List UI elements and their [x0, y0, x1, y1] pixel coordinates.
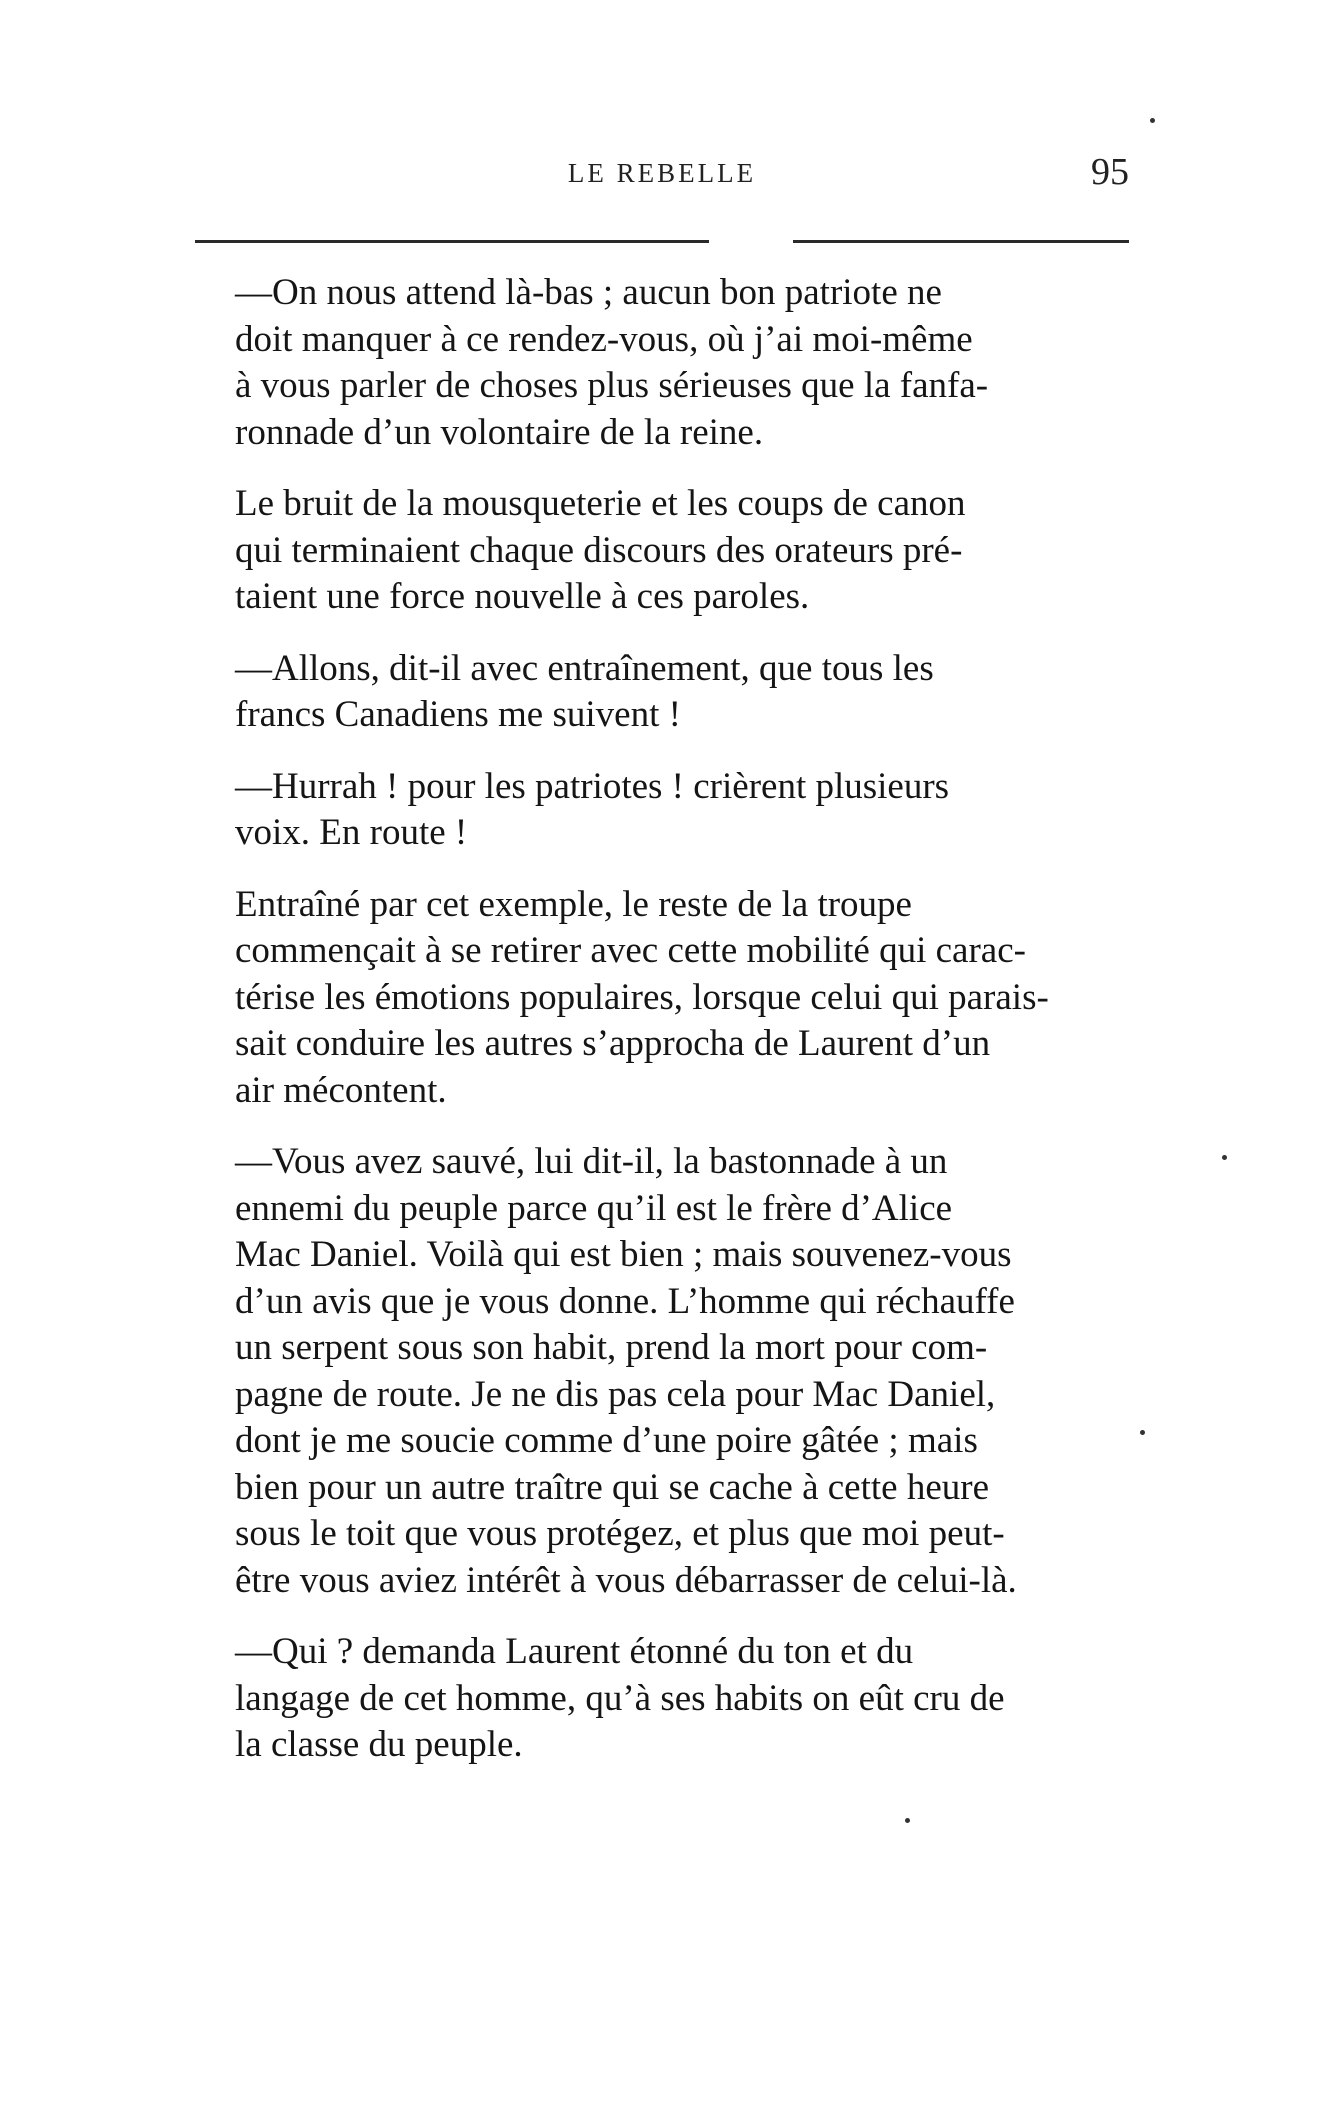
running-title: LE REBELLE: [567, 158, 757, 188]
paragraph-1: [195, 270, 1129, 456]
text-line: sous le toit que vous protégez, et plus que moi peut-: [235, 1513, 1005, 1554]
text-line: doit manquer à ce rendez-vous, où j’ai moi-même: [235, 318, 973, 360]
text-line: être vous aviez intérêt à vous débarrasser de celui-là.: [235, 1559, 1017, 1601]
print-speck: [1140, 1430, 1145, 1435]
text-line: —Allons, dit-il avec entraînement, que tous les: [235, 647, 934, 689]
text-line: voix. En route !: [235, 812, 468, 853]
text-line: Entraîné par cet exemple, le reste de la troupe: [235, 883, 912, 925]
text-line: térise les émotions populaires, lorsque celui qui parais-: [235, 976, 1049, 1018]
page-number: 95: [1091, 151, 1129, 193]
paragraph-4: [195, 764, 1129, 857]
text-line: Le bruit de la mousqueterie et les coups de canon: [235, 483, 966, 524]
text-line: taient une force nouvelle à ces paroles.: [235, 576, 810, 617]
text-line: Mac Daniel. Voilà qui est bien ; mais souvenez-vous: [235, 1234, 1012, 1275]
page-header: [195, 150, 1129, 200]
paragraph-2: [195, 481, 1129, 621]
body-text: [195, 270, 1129, 1794]
text-line: francs Canadiens me suivent !: [235, 694, 681, 735]
text-line: ennemi du peuple parce qu’il est le frère d’Alice: [235, 1187, 953, 1229]
text-line: bien pour un autre traître qui se cache à cette heure: [235, 1466, 990, 1508]
print-speck: [1150, 118, 1155, 123]
text-line: commençait à se retirer avec cette mobilité qui carac-: [235, 930, 1026, 971]
paragraph-6: [195, 1139, 1129, 1604]
paragraph-5: [195, 882, 1129, 1115]
paragraph-7: [195, 1629, 1129, 1769]
text-line: un serpent sous son habit, prend la mort pour com-: [235, 1327, 988, 1368]
text-line: dont je me soucie comme d’une poire gâtée ; mais: [235, 1420, 978, 1461]
print-speck: [1222, 1155, 1227, 1160]
header-rule: [195, 240, 1129, 243]
text-line: —Hurrah ! pour les patriotes ! crièrent plusieurs: [235, 765, 950, 807]
text-line: —Qui ? demanda Laurent étonné du ton et du: [235, 1631, 914, 1672]
text-line: qui terminaient chaque discours des orateurs pré-: [235, 529, 963, 571]
text-line: langage de cet homme, qu’à ses habits on eût cru de: [235, 1677, 1005, 1719]
print-speck: [905, 1818, 910, 1823]
text-line: la classe du peuple.: [235, 1724, 523, 1765]
text-line: air mécontent.: [235, 1069, 447, 1111]
text-line: —On nous attend là-bas ; aucun bon patriote ne: [235, 272, 942, 313]
text-line: à vous parler de choses plus sérieuses que la fanfa-: [235, 365, 989, 406]
text-line: d’un avis que je vous donne. L’homme qui réchauffe: [235, 1280, 1015, 1322]
paragraph-3: [195, 646, 1129, 739]
text-line: —Vous avez sauvé, lui dit-il, la bastonnade à un: [235, 1141, 948, 1182]
text-line: ronnade d’un volontaire de la reine.: [235, 411, 764, 453]
text-line: sait conduire les autres s’approcha de Laurent d’un: [235, 1023, 991, 1064]
text-line: pagne de route. Je ne dis pas cela pour Mac Daniel,: [235, 1373, 996, 1415]
